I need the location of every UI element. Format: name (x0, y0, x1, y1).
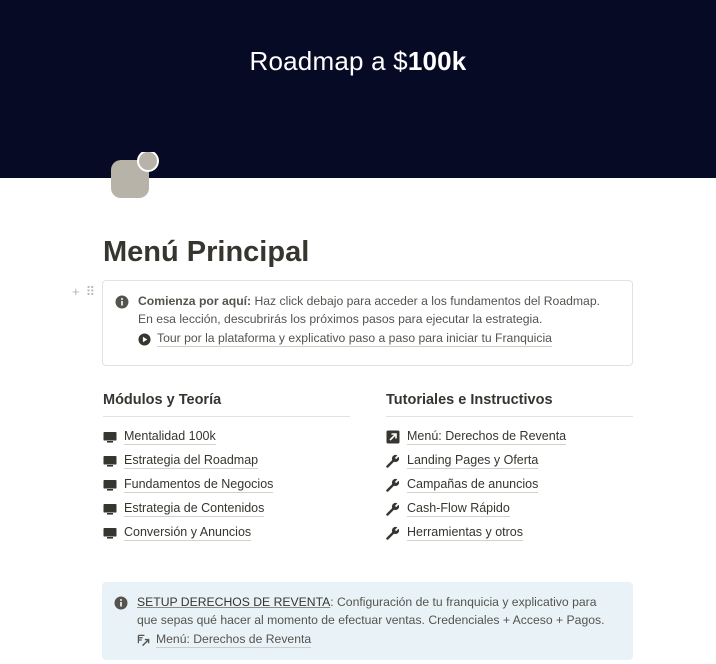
info-icon (115, 295, 129, 309)
list-item-contenidos[interactable] (103, 497, 350, 521)
wrench-icon (386, 502, 400, 516)
cover-title: Roadmap a $100k (249, 46, 467, 76)
list-item-label[interactable]: Cash-Flow Rápido (407, 501, 510, 515)
callout-intro-body: Haz click debajo para acceder a los fundamentos del Roadmap. En esa lección, descubrirás los próximos pasos para ejecutar la estrategia. (138, 294, 600, 326)
list-item-herramientas[interactable] (386, 521, 633, 545)
list-item-cash-flow[interactable] (386, 497, 633, 521)
list-item-label[interactable]: Mentalidad 100k (124, 429, 216, 443)
callout-intro (102, 280, 633, 366)
tutoriales-list (386, 425, 633, 545)
info-icon (114, 596, 128, 610)
list-item-label[interactable]: Campañas de anuncios (407, 477, 539, 491)
list-item-fundamentos[interactable] (103, 473, 350, 497)
tour-link[interactable] (138, 331, 618, 347)
setup-page-link[interactable] (137, 632, 619, 648)
monitor-icon (103, 502, 117, 516)
list-item-label[interactable]: Estrategia de Contenidos (124, 501, 265, 515)
column-tutoriales (386, 392, 633, 545)
monitor-icon (103, 478, 117, 492)
list-item-label[interactable]: Conversión y Anuncios (124, 525, 252, 539)
monitor-icon (103, 454, 117, 468)
setup-link-title[interactable]: SETUP DERECHOS DE REVENTA (137, 595, 331, 609)
add-block-icon[interactable]: + (72, 284, 80, 299)
callout-setup (102, 582, 633, 660)
list-item-label[interactable]: Fundamentos de Negocios (124, 477, 274, 491)
callout-setup-text (137, 593, 619, 629)
callout-intro-text (138, 292, 618, 328)
column-heading-modulos: Módulos y Teoría (103, 392, 350, 417)
column-modulos (103, 392, 350, 545)
wrench-icon (386, 526, 400, 540)
callout-setup-body: : Configuración de tu franquicia y explicativo para que sepas qué hacer al momento de efectuar ventas. Credenciales + Acceso + Pagos. (137, 595, 605, 627)
list-item-landing-pages[interactable] (386, 449, 633, 473)
page-cover[interactable] (0, 0, 716, 178)
drag-handle-icon[interactable]: ⠿ (85, 284, 96, 299)
list-item-label[interactable]: Herramientas y otros (407, 525, 524, 539)
list-item-label[interactable]: Landing Pages y Oferta (407, 453, 539, 467)
list-item-label[interactable]: Estrategia del Roadmap (124, 453, 259, 467)
list-item-mentalidad[interactable] (103, 425, 350, 449)
app-badge-icon[interactable] (111, 152, 159, 200)
tour-link-label[interactable]: Tour por la plataforma y explicativo paso a paso para iniciar tu Franquicia (157, 331, 552, 345)
list-item-estrategia-roadmap[interactable] (103, 449, 350, 473)
list-item-conversion[interactable] (103, 521, 350, 545)
arrow-up-right-box-icon (386, 430, 400, 444)
list-item-label[interactable]: Menú: Derechos de Reventa (407, 429, 567, 443)
setup-page-link-label[interactable]: Menú: Derechos de Reventa (156, 632, 312, 646)
play-circle-icon (138, 333, 151, 346)
list-item-derechos-reventa[interactable] (386, 425, 633, 449)
page-link-icon (137, 634, 150, 647)
callout-intro-strong: Comienza por aquí: (138, 294, 252, 308)
modulos-list (103, 425, 350, 545)
page-title: Menú Principal (103, 236, 310, 268)
wrench-icon (386, 478, 400, 492)
wrench-icon (386, 454, 400, 468)
column-heading-tutoriales: Tutoriales e Instructivos (386, 392, 633, 417)
list-item-campanas[interactable] (386, 473, 633, 497)
monitor-icon (103, 430, 117, 444)
monitor-icon (103, 526, 117, 540)
block-handles[interactable] (72, 284, 95, 300)
